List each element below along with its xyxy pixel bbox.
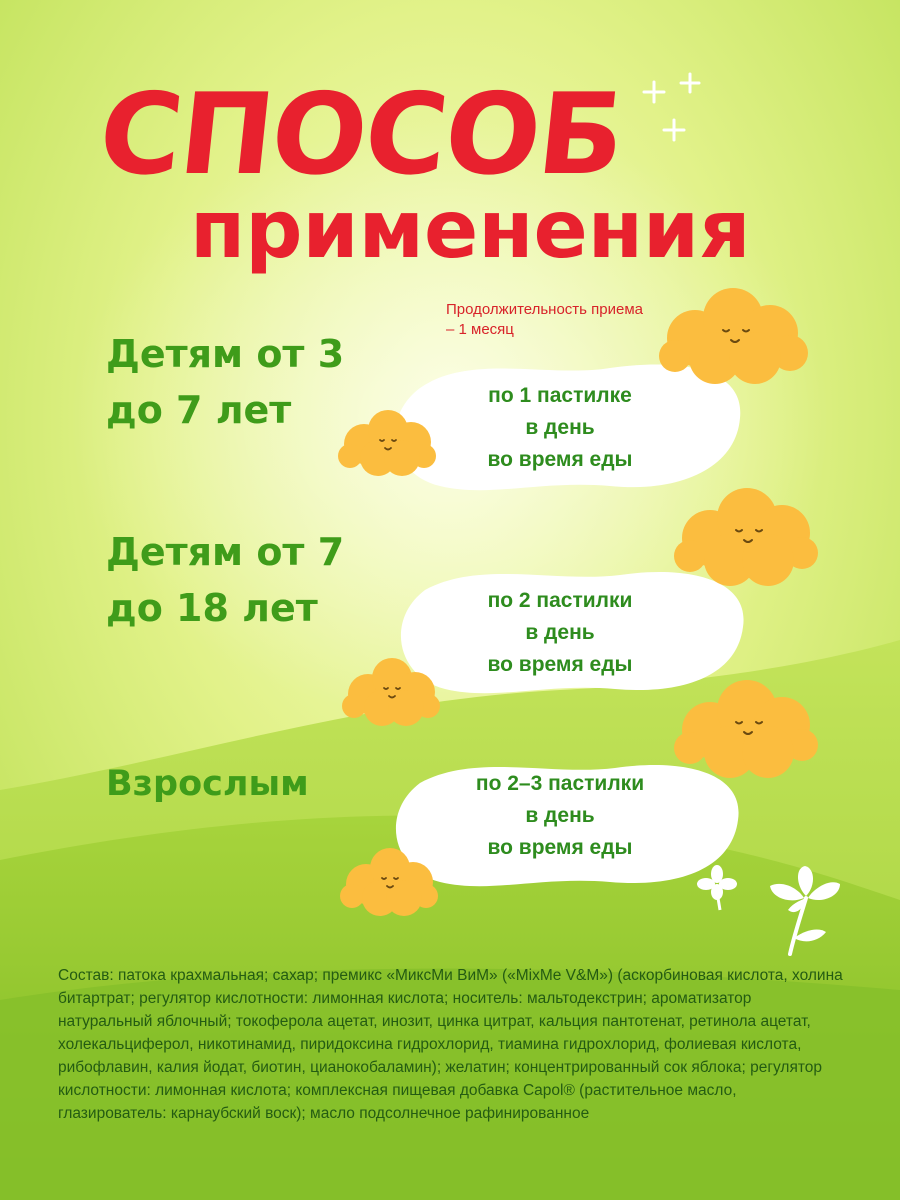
flower-icon (760, 858, 850, 958)
dose-line: по 1 пастилке (488, 384, 632, 407)
dose-line: во время еды (487, 448, 633, 471)
dose-line: по 2 пастилки (487, 589, 633, 612)
page-title: СПОСОБ (93, 70, 629, 200)
dose-text (400, 380, 720, 476)
dose-line: в день (525, 804, 595, 827)
dose-text (400, 768, 720, 864)
dose-line: в день (525, 416, 595, 439)
duration-note: Продолжительность приема – 1 месяц (446, 301, 643, 338)
age-line: до 7 лет (106, 388, 292, 432)
cloud-icon (655, 288, 810, 388)
flower-icon (694, 862, 740, 912)
age-line: Детям от 7 (106, 530, 345, 574)
cloud-icon (672, 488, 820, 588)
age-group-adults (106, 756, 406, 812)
sparkle-icon (640, 68, 710, 148)
cloud-icon (672, 680, 820, 780)
dose-line: во время еды (487, 836, 633, 859)
ingredients-text: Состав: патока крахмальная; сахар; премикс «МиксМи ВиМ» («MixMe V&M») (аскорбиновая кислота, холина битартрат; регулятор кислотности: лимонная кислота; носитель: мальтодекстрин; ароматизатор натуральный яблочный; токоферола ацетат, инозит, цинка цитрат, кальция пантотенат, ретинола ацетат, холекальциферол, никотинамид, пиридоксина гидрохлорид, тиамина гидрохлорид, фолиевая кислота, рибофлавин, калия йодат, биотин, цианокобаламин); желатин; концентрированный сок яблока; регулятор кислотности: лимонная кислота; комплексная пищевая добавка Capol® (растительное масло, глазирователь: карнаубский воск); масло подсолнечное рафинированное (58, 967, 843, 1122)
age-group-7-18 (106, 524, 406, 636)
dose-line: в день (525, 621, 595, 644)
age-line: до 18 лет (106, 586, 318, 630)
dose-line: по 2–3 пастилки (475, 772, 645, 795)
page-subtitle: применения (190, 183, 751, 276)
age-line: Детям от 3 (106, 332, 345, 376)
dose-line: во время еды (487, 653, 633, 676)
age-line: Взрослым (106, 764, 309, 804)
dose-text (400, 585, 720, 681)
age-group-3-7 (106, 326, 406, 438)
